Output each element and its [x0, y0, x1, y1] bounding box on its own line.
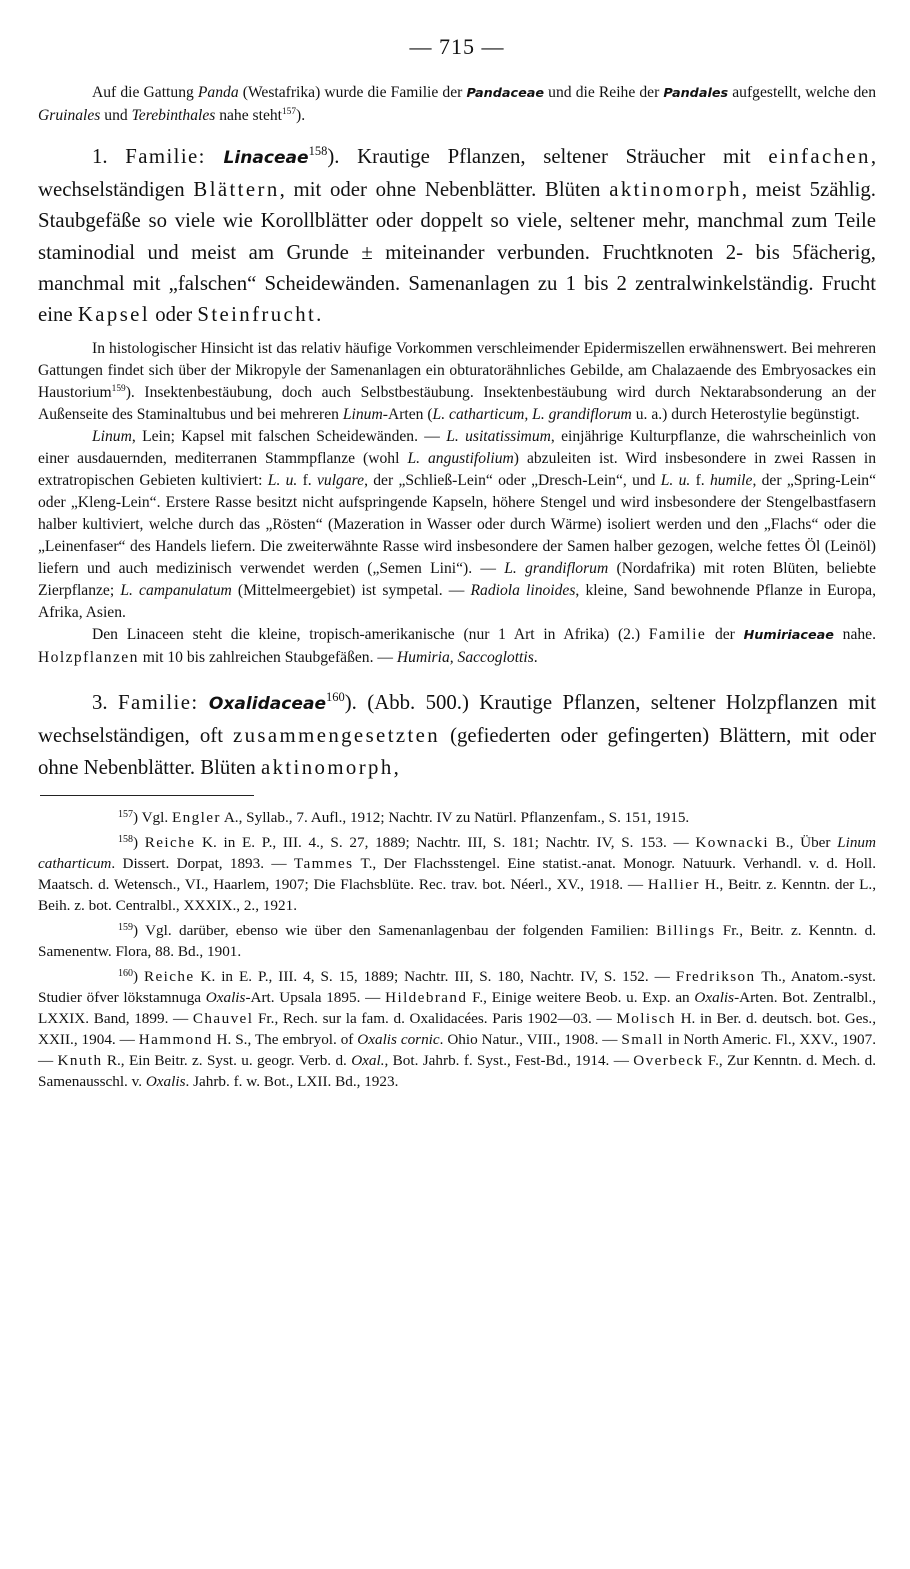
footnote-ref: 157	[282, 106, 297, 117]
family-name: Oxalidaceae	[208, 694, 327, 715]
footnote-ref: 158	[308, 144, 328, 159]
histology-paragraph: In histologischer Hinsicht ist das relativ häufige Vorkommen verschleimender Epidermiszellen erwähnenswert. Bei mehreren Gattungen findet sich über der Mikropyle der Samenanlagen ein obturatorähnliches Gebilde, am Chalazaende des Embryosackes ein Haustorium$^{159}$). Insektenbestäubung, doch auch Selbstbestäubung. Insektenbestäubung wird durch Nektarabsonderung an der Außenseite des Staminaltubus und bei mehreren Linum-Arten (L. catharticum, L. grandiflorum u. a.) durch Heterostylie begünstigt.	[38, 340, 876, 424]
footnote-divider	[40, 795, 254, 796]
footnote-ref: 160	[326, 690, 345, 705]
family-linaceae-paragraph: 1. Familie: Linaceae$^{158}$). Krautige Pflanzen, seltener Sträucher mit einfachen, wechselständigen Blättern, mit oder ohne Nebenblätter. Blüten aktinomorph, meist 5zählig. Staubgefäße so viele wie Korollblätter oder doppelt so viele, seltener mehr, manchmal zum Teile staminodial und meist am Grunde ± miteinander verbunden. Fruchtknoten 2- bis 5fächerig, manchmal mit „falschen“ Scheidewänden. Samenanlagen zu 1 bis 2 zentralwinkelständig. Frucht eine Kapsel oder Steinfrucht.	[38, 144, 877, 327]
footnote-158: 158) Reiche K. in E. P., III. 4., S. 27, 1889; Nachtr. III, S. 181; Nachtr. IV, S. 153. — Kownacki B., Über Linum catharticum. Dissert. Dorpat, 1893. — Tammes T., Der Flachsstengel. Eine statist.-anat. Monogr. Natuurk. Verhandl. v. d. Holl. Maatsch. d. Wetensch., VI., Haarlem, 1907; Die Flachsblüte. Rec. trav. bot. Néerl., XV., 1918. — Hallier H., Beitr. z. Kenntn. der L., Beih. z. bot. Centralbl., XXXIX., 2., 1921.	[38, 833, 876, 914]
footnote-159: 159) Vgl. darüber, ebenso wie über den Samenanlagenbau der folgenden Familien: Billings Fr., Beitr. z. Kenntn. d. Samenentw. Flora, 88. Bd., 1901.	[38, 921, 877, 960]
family-name: Linaceae	[223, 148, 309, 168]
family-oxalidaceae-paragraph: 3. Familie: Oxalidaceae$^{160}$). (Abb. 500.) Krautige Pflanzen, seltener Holzpflanzen mit wechselständigen, oft zusammengesetzten (gefiederten oder gefingerten) Blättern, mit oder ohne Nebenblätter. Blüten aktinomorph,	[38, 690, 877, 779]
humiriaceae-paragraph: Den Linaceen steht die kleine, tropisch-amerikanische (nur 1 Art in Afrika) (2.) Familie der Humiriaceae nahe. Holzpflanzen mit 10 bis zahlreichen Staubgefäßen. — Humiria, Saccoglottis.	[38, 626, 876, 667]
footnote-ref: 159	[111, 384, 126, 395]
footnote-157: 157) Vgl. Engler A., Syllab., 7. Aufl., 1912; Nachtr. IV zu Natürl. Pflanzenfam., S. 151, 1915.	[118, 808, 690, 826]
book-page	[38, 34, 876, 1093]
intro-paragraph: Auf die Gattung Panda (Westafrika) wurde die Familie der Pandaceae und die Reihe der Pandales aufgestellt, welche den Gruinales und Terebinthales nahe steht$^{157}$).	[38, 84, 877, 124]
page-number: — 715 —	[409, 34, 505, 59]
linum-paragraph: Linum, Lein; Kapsel mit falschen Scheidewänden. — L. usitatissimum, einjährige Kulturpflanze, die wahrscheinlich von einer ausdauernden, mediterranen Stammpflanze (wohl L. angustifolium) abzuleiten ist. Wird insbesondere in zwei Rassen in extratropischen Gebieten kultiviert: L. u. f. vulgare, der „Schließ-Lein“ oder „Dresch-Lein“, und L. u. f. humile, der „Spring-Lein“ oder „Kleng-Lein“. Erstere Rasse besitzt nicht aufspringende Kapseln, höhere Stengel und wird insbesondere der Stengelbastfasern halber kultiviert, welche durch das „Rösten“ (Mazeration in Wasser oder durch Wärme) isoliert werden und den „Flachs“ oder die „Leinenfaser“ des Handels liefern. Die zweiterwähnte Rasse wird insbesondere der Samen halber gezogen, welche fettes Öl (Leinöl) liefern und auch medizinisch verwendet werden („Semen Lini“). — L. grandiflorum (Nordafrika) mit roten Blüten, beliebte Zierpflanze; L. campanulatum (Mittelmeergebiet) ist sympetal. — Radiola linoides, kleine, Sand bewohnende Pflanze in Europa, Afrika, Asien.	[38, 428, 877, 622]
family-name: Humiriaceae	[743, 628, 834, 644]
footnote-160: 160) Reiche K. in E. P., III. 4, S. 15, 1889; Nachtr. III, S. 180, Nachtr. IV, S. 152. — Fredrikson Th., Anatom.-syst. Studier öfver lökstamnuga Oxalis-Art. Upsala 1895. — Hildebrand F., Einige weitere Beob. u. Exp. an Oxalis-Arten. Bot. Zentralbl., LXXIX. Band, 1899. — Chauvel Fr., Rech. sur la fam. d. Oxalidacées. Paris 1902—03. — Molisch H. in Ber. d. deutsch. bot. Ges., XXII., 1904. — Hammond H. S., The embryol. of Oxalis cornic. Ohio Natur., VIII., 1908. — Small in North Americ. Fl., XXV., 1907. — Knuth R., Ein Beitr. z. Syst. u. geogr. Verb. d. Oxal., Bot. Jahrb. f. Syst., Fest-Bd., 1914. — Overbeck F., Zur Kenntn. d. Mech. d. Samenausschl. v. Oxalis. Jahrb. f. w. Bot., LXII. Bd., 1923.	[38, 967, 877, 1090]
